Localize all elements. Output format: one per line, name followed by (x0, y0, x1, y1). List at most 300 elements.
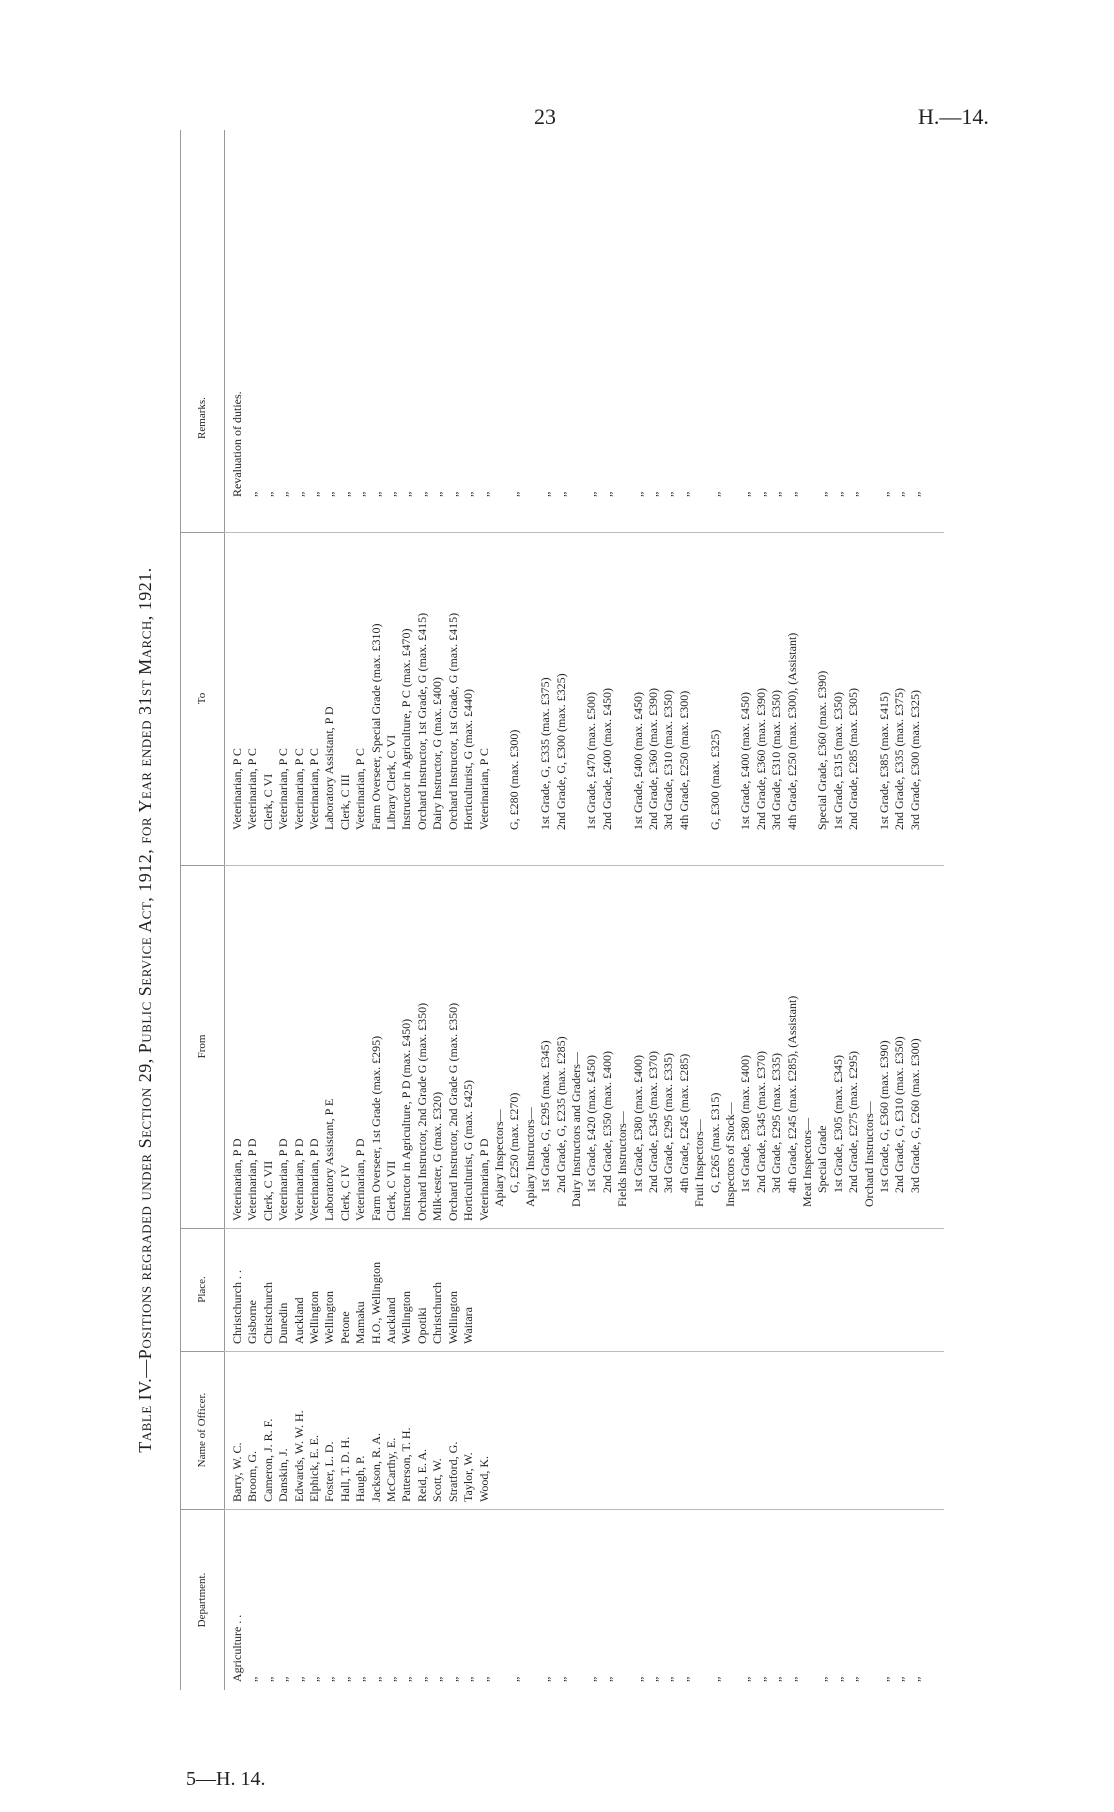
cell-department (692, 1510, 707, 1690)
cell-from: Horticulturist, G (max. £425) (461, 1080, 476, 1221)
cell-to: 2nd Grade, £335 (max. £375) (892, 688, 907, 830)
cell-name (538, 1352, 553, 1510)
cell-from: 1st Grade, G, £360 (max. £390) (877, 1040, 892, 1193)
cell-department (523, 1510, 538, 1690)
cell-place: Wellington (445, 1290, 460, 1344)
cell-from: 2nd Grade, £350 (max. £400) (599, 1051, 614, 1193)
cell-to: G, £280 (max. £300) (507, 729, 522, 830)
cell-to: 1st Grade, £315 (max. £350) (830, 692, 845, 830)
cell-to (523, 505, 538, 838)
cell-from: Farm Overseer, 1st Grade (max. £295) (368, 1035, 383, 1221)
cell-place (738, 1229, 753, 1352)
cell-remarks: „ (769, 491, 784, 497)
cell-name (569, 1352, 584, 1510)
table-row (646, 277, 661, 1690)
table-row (245, 277, 260, 1690)
cell-department: „ (738, 1676, 753, 1682)
cell-remarks: „ (753, 491, 768, 497)
cell-to (862, 505, 877, 838)
header-place: Place. (180, 1228, 224, 1352)
cell-to: 2nd Grade, £285 (max. £305) (846, 688, 861, 830)
table-row (877, 277, 892, 1690)
cell-from: Instructor in Agriculture, P D (max. £450) (399, 1018, 414, 1221)
cell-from: Meat Inspectors— (800, 1118, 815, 1207)
cell-remarks: „ (738, 491, 753, 497)
cell-department: „ (260, 1676, 275, 1682)
cell-department: „ (892, 1676, 907, 1682)
cell-remarks: „ (461, 491, 476, 497)
cell-remarks: „ (676, 491, 691, 497)
cell-from: 4th Grade, £245 (max. £285), (Assistant) (784, 995, 799, 1193)
table-row (353, 277, 368, 1690)
cell-name (600, 1352, 615, 1510)
table-row (584, 277, 599, 1690)
cell-department: „ (907, 1676, 922, 1682)
cell-remarks: „ (414, 491, 429, 497)
cell-department: „ (353, 1676, 368, 1682)
cell-place (523, 1229, 538, 1352)
table-row (862, 277, 877, 1690)
table-row (908, 277, 923, 1690)
table-row (492, 277, 507, 1690)
cell-place (507, 1229, 522, 1352)
cell-to (615, 505, 630, 838)
cell-from: 2nd Grade, G, £235 (max. £285) (553, 1036, 568, 1193)
cell-from: 1st Grade, £380 (max. £400) (630, 1055, 645, 1193)
cell-from: Fields Instructors— (615, 1111, 630, 1207)
cell-name: Barry, W. C. (230, 1442, 244, 1502)
cell-to: 1st Grade, G, £335 (max. £375) (538, 677, 553, 830)
cell-remarks: „ (399, 491, 414, 497)
cell-remarks: „ (815, 491, 830, 497)
cell-place: Waitara (461, 1306, 476, 1344)
cell-name (615, 1352, 630, 1510)
table-row (708, 277, 723, 1690)
cell-to: 3rd Grade, £310 (max. £350) (661, 690, 676, 830)
cell-department: „ (784, 1676, 799, 1682)
cell-name: Reid, E. A. (414, 1449, 429, 1502)
cell-name: Edwards, W. W. H. (291, 1410, 306, 1502)
cell-place (492, 1229, 507, 1352)
cell-place (892, 1229, 907, 1352)
cell-remarks: „ (784, 491, 799, 497)
cell-to (800, 505, 815, 838)
header-bottom-rule (224, 130, 225, 1690)
page-number: 23 (534, 104, 556, 129)
rotated-table-block (130, 70, 950, 1690)
cell-department: „ (661, 1676, 676, 1682)
cell-name (554, 1352, 569, 1510)
table-row (261, 277, 276, 1690)
cell-remarks (615, 277, 630, 505)
table-row (399, 277, 414, 1690)
cell-from: Inspectors of Stock— (723, 1102, 737, 1207)
cell-place: Auckland (384, 1297, 399, 1344)
cell-place: H.O., Wellington (368, 1261, 383, 1344)
cell-from: Veterinarian, P D (476, 1138, 491, 1221)
cell-name: Danskin, J. (276, 1448, 291, 1502)
cell-place (646, 1229, 661, 1352)
cell-name: Haugh, P. (353, 1455, 368, 1502)
cell-remarks: Revaluation of duties. (230, 391, 244, 497)
table-row (800, 277, 815, 1690)
cell-name: Elphick, E. E. (307, 1435, 322, 1502)
table-row (769, 277, 784, 1690)
cell-remarks: „ (353, 491, 368, 497)
cell-to: Veterinarian, P C (291, 748, 306, 830)
cell-from: 1st Grade, £305 (max. £345) (830, 1055, 845, 1193)
cell-name: Wood, K. (476, 1455, 491, 1502)
header-to: To (180, 532, 224, 866)
cell-remarks: „ (538, 491, 553, 497)
cell-name (815, 1352, 830, 1510)
table-row (415, 277, 430, 1690)
cell-name (738, 1352, 753, 1510)
cell-department: „ (337, 1676, 352, 1682)
page-reference: H.—14. (918, 104, 989, 129)
cell-place (538, 1229, 553, 1352)
cell-to: 2nd Grade, £400 (max. £450) (599, 688, 614, 830)
cell-place: Mamaku (353, 1301, 368, 1344)
cell-from: Dairy Instructors and Graders— (568, 1052, 583, 1207)
table-row (831, 277, 846, 1690)
cell-name (846, 1352, 861, 1510)
cell-name: Cameron, J. R. F. (260, 1418, 275, 1502)
cell-place: Petone (337, 1311, 352, 1344)
cell-place (661, 1229, 676, 1352)
cell-place (708, 1229, 723, 1352)
cell-place (815, 1229, 830, 1352)
cell-remarks: „ (846, 491, 861, 497)
cell-remarks: „ (707, 491, 722, 497)
cell-name: Broom, G. (245, 1451, 260, 1502)
header-from: From (180, 865, 224, 1229)
footer-reference: 5—H. 14. (186, 1768, 266, 1790)
table-row (276, 277, 291, 1690)
cell-name (631, 1352, 646, 1510)
table-row (554, 277, 569, 1690)
cell-to: 1st Grade, £385 (max. £415) (877, 692, 892, 830)
table-row (507, 277, 522, 1690)
cell-place (600, 1229, 615, 1352)
table-row (846, 277, 861, 1690)
cell-from: Veterinarian, P D (276, 1138, 291, 1221)
cell-to: 1st Grade, £400 (max. £450) (738, 692, 753, 830)
cell-remarks: „ (476, 491, 491, 497)
cell-to: Veterinarian, P C (245, 748, 260, 830)
cell-from: G, £250 (max. £270) (507, 1092, 522, 1193)
cell-to: 4th Grade, £250 (max. £300) (676, 690, 691, 830)
cell-name (507, 1352, 522, 1510)
table-row (538, 277, 553, 1690)
cell-remarks (800, 277, 815, 505)
cell-place: Auckland (291, 1297, 306, 1344)
cell-place: Wellington (399, 1290, 414, 1344)
cell-to: Veterinarian, P C (307, 748, 322, 830)
cell-name (523, 1352, 538, 1510)
cell-place (584, 1229, 599, 1352)
cell-name (800, 1352, 815, 1510)
cell-name: Hall, T. D. H. (337, 1436, 352, 1502)
cell-remarks: „ (291, 491, 306, 497)
cell-name: Scott, W. (430, 1458, 445, 1502)
cell-name (877, 1352, 892, 1510)
table-row (600, 277, 615, 1690)
cell-place: Opotiki (414, 1307, 429, 1344)
table-row (430, 277, 445, 1690)
cell-name (492, 1352, 507, 1510)
table-row (461, 277, 476, 1690)
cell-department: „ (245, 1676, 260, 1682)
cell-remarks: „ (599, 491, 614, 497)
cell-remarks: „ (553, 491, 568, 497)
cell-department (723, 1510, 738, 1690)
cell-department: „ (414, 1676, 429, 1682)
cell-name (661, 1352, 676, 1510)
cell-remarks: „ (830, 491, 845, 497)
cell-name: Foster, L. D. (322, 1441, 337, 1502)
cell-place (677, 1229, 692, 1352)
cell-from: Milk-tester, G (max. £320) (430, 1091, 445, 1221)
cell-remarks: „ (507, 491, 522, 497)
table-title-text: —Positions regraded under Section 29, Public Service Act, 1912, for Year ended 31st March, 1921. (135, 567, 155, 1378)
cell-from: 3rd Grade, £295 (max. £335) (769, 1053, 784, 1193)
cell-name (723, 1352, 738, 1510)
cell-from: Orchard Instructors— (861, 1101, 876, 1207)
cell-place (754, 1229, 769, 1352)
cell-name: Jackson, R. A. (368, 1433, 383, 1502)
table-row (723, 277, 738, 1690)
cell-place: Wellington (307, 1290, 322, 1344)
cell-remarks: „ (584, 491, 599, 497)
cell-remarks: „ (892, 491, 907, 497)
cell-from: Clerk, C VII (260, 1160, 275, 1221)
cell-name (646, 1352, 661, 1510)
cell-from: 4th Grade, £245 (max. £285) (676, 1053, 691, 1193)
cell-remarks (523, 277, 538, 505)
cell-name (584, 1352, 599, 1510)
cell-remarks: „ (877, 491, 892, 497)
cell-department: „ (507, 1676, 522, 1682)
cell-place (569, 1229, 584, 1352)
table-row (230, 277, 245, 1690)
cell-remarks: „ (645, 491, 660, 497)
cell-department: „ (276, 1676, 291, 1682)
cell-department: „ (584, 1676, 599, 1682)
cell-name: Taylor, W. (461, 1452, 476, 1502)
cell-department: „ (815, 1676, 830, 1682)
cell-from: Veterinarian, P D (230, 1138, 244, 1221)
cell-from: 1st Grade, £420 (max. £450) (584, 1055, 599, 1193)
cell-to: G, £300 (max. £325) (707, 729, 722, 830)
cell-from: Special Grade (815, 1125, 830, 1193)
cell-from: 2nd Grade, G, £310 (max. £350) (892, 1036, 907, 1193)
cell-to: Orchard Instructor, 1st Grade, G (max. £415) (414, 612, 429, 830)
table-row (338, 277, 353, 1690)
cell-place (723, 1229, 738, 1352)
cell-name (708, 1352, 723, 1510)
cell-name (862, 1352, 877, 1510)
cell-remarks: „ (445, 491, 460, 497)
cell-remarks (492, 277, 507, 505)
cell-to: Veterinarian, P C (476, 748, 491, 830)
cell-to: 3rd Grade, £310 (max. £350) (769, 690, 784, 830)
cell-to: Horticulturist, G (max. £440) (461, 689, 476, 830)
cell-name: Stratford, G. (445, 1441, 460, 1502)
cell-to: 1st Grade, £470 (max. £500) (584, 692, 599, 830)
cell-from: Apiary Inspectors— (491, 1109, 506, 1207)
header-name: Name of Officer. (180, 1351, 224, 1510)
cell-place: Christchurch . . (230, 1270, 244, 1344)
table-row (615, 277, 630, 1690)
cell-place: Dunedin (276, 1302, 291, 1344)
cell-to: Orchard Instructor, 1st Grade, G (max. £415) (445, 612, 460, 830)
cell-remarks: „ (337, 491, 352, 497)
cell-to: 2nd Grade, £360 (max. £390) (645, 688, 660, 830)
cell-name (769, 1352, 784, 1510)
cell-from: Fruit Inspectors— (692, 1119, 707, 1207)
cell-from: Veterinarian, P D (353, 1138, 368, 1221)
cell-to: 4th Grade, £250 (max. £300), (Assistant) (784, 632, 799, 830)
cell-name (831, 1352, 846, 1510)
cell-to: Veterinarian, P C (353, 748, 368, 830)
cell-to: Laboratory Assistant, P D (322, 706, 337, 830)
cell-from: 1st Grade, £380 (max. £400) (738, 1055, 753, 1193)
cell-department: Agriculture . . (230, 1614, 244, 1682)
table-row (569, 277, 584, 1690)
cell-remarks: „ (907, 491, 922, 497)
cell-remarks (692, 277, 707, 505)
cell-department: „ (384, 1676, 399, 1682)
cell-department: „ (707, 1676, 722, 1682)
cell-to (492, 505, 507, 838)
cell-department: „ (630, 1676, 645, 1682)
table-row (677, 277, 692, 1690)
cell-department: „ (461, 1676, 476, 1682)
cell-remarks (862, 277, 877, 505)
cell-remarks: „ (661, 491, 676, 497)
cell-place (908, 1229, 923, 1352)
cell-department: „ (476, 1676, 491, 1682)
cell-remarks: „ (368, 491, 383, 497)
cell-to: Veterinarian, P C (276, 748, 291, 830)
cell-from: Orchard Instructor, 2nd Grade G (max. £350) (445, 1002, 460, 1221)
cell-department (800, 1510, 815, 1690)
cell-department (615, 1510, 630, 1690)
cell-department: „ (769, 1676, 784, 1682)
cell-department: „ (445, 1676, 460, 1682)
table-row (754, 277, 769, 1690)
table-row (738, 277, 753, 1690)
table-row (446, 277, 461, 1690)
cell-place (877, 1229, 892, 1352)
cell-from: 2nd Grade, £345 (max. £370) (645, 1051, 660, 1193)
cell-remarks (569, 277, 584, 505)
cell-department: „ (430, 1676, 445, 1682)
cell-to: 1st Grade, £400 (max. £450) (630, 692, 645, 830)
cell-name (908, 1352, 923, 1510)
cell-from: Clerk, C IV (337, 1164, 352, 1221)
table-row (292, 277, 307, 1690)
cell-place (831, 1229, 846, 1352)
cell-to: Veterinarian, P C (230, 748, 244, 830)
cell-place (477, 1229, 492, 1352)
table-row (384, 277, 399, 1690)
cell-department: „ (322, 1676, 337, 1682)
cell-place (862, 1229, 877, 1352)
cell-name (677, 1352, 692, 1510)
cell-department: „ (599, 1676, 614, 1682)
table-row (307, 277, 322, 1690)
cell-department: „ (645, 1676, 660, 1682)
table-row (631, 277, 646, 1690)
cell-from: 3rd Grade, G, £260 (max. £300) (907, 1038, 922, 1193)
cell-from: Veterinarian, P D (307, 1138, 322, 1221)
cell-to: Clerk, C III (337, 774, 352, 830)
cell-to: 2nd Grade, G, £300 (max. £325) (553, 673, 568, 830)
cell-remarks: „ (245, 491, 260, 497)
cell-from: 2nd Grade, £275 (max. £295) (846, 1051, 861, 1193)
cell-place (785, 1229, 800, 1352)
cell-from: Laboratory Assistant, P E (322, 1098, 337, 1221)
table-row (523, 277, 538, 1690)
cell-department: „ (877, 1676, 892, 1682)
cell-remarks: „ (630, 491, 645, 497)
cell-to: Instructor in Agriculture, P C (max. £470) (399, 628, 414, 830)
cell-from: Orchard Instructor, 2nd Grade G (max. £350) (414, 1002, 429, 1221)
cell-place: Christchurch (430, 1282, 445, 1344)
cell-from: Veterinarian, P D (291, 1138, 306, 1221)
cell-to: Library Clerk, C VI (384, 734, 399, 830)
cell-remarks: „ (276, 491, 291, 497)
cell-to: Farm Overseer, Special Grade (max. £310) (368, 623, 383, 830)
cell-place (631, 1229, 646, 1352)
table-title-prefix: Table IV. (135, 1377, 155, 1453)
table-row (785, 277, 800, 1690)
table-row (692, 277, 707, 1690)
cell-department: „ (399, 1676, 414, 1682)
cell-place (769, 1229, 784, 1352)
table-row (661, 277, 676, 1690)
table-row (369, 277, 384, 1690)
cell-remarks: „ (260, 491, 275, 497)
cell-department: „ (538, 1676, 553, 1682)
cell-from: 1st Grade, G, £295 (max. £345) (538, 1040, 553, 1193)
cell-place (846, 1229, 861, 1352)
cell-from: 3rd Grade, £295 (max. £335) (661, 1053, 676, 1193)
cell-to: Dairy Instructor, G (max. £400) (430, 677, 445, 830)
cell-department: „ (307, 1676, 322, 1682)
table-title (135, 330, 156, 1690)
cell-department (862, 1510, 877, 1690)
cell-department: „ (553, 1676, 568, 1682)
cell-from: G, £265 (max. £315) (707, 1092, 722, 1193)
cell-department (492, 1510, 507, 1690)
cell-department: „ (676, 1676, 691, 1682)
cell-remarks: „ (307, 491, 322, 497)
cell-place (615, 1229, 630, 1352)
cell-to (692, 505, 707, 838)
cell-from: Veterinarian, P D (245, 1138, 260, 1221)
cell-department: „ (753, 1676, 768, 1682)
cell-from: Clerk, C VII (384, 1160, 399, 1221)
cell-remarks: „ (384, 491, 399, 497)
header-department: Department. (196, 1572, 208, 1628)
cell-name: Patterson, T. H. (399, 1427, 414, 1502)
cell-place (554, 1229, 569, 1352)
cell-to: 3rd Grade, £300 (max. £325) (907, 690, 922, 830)
cell-name: McCarthy, E. (384, 1437, 399, 1502)
